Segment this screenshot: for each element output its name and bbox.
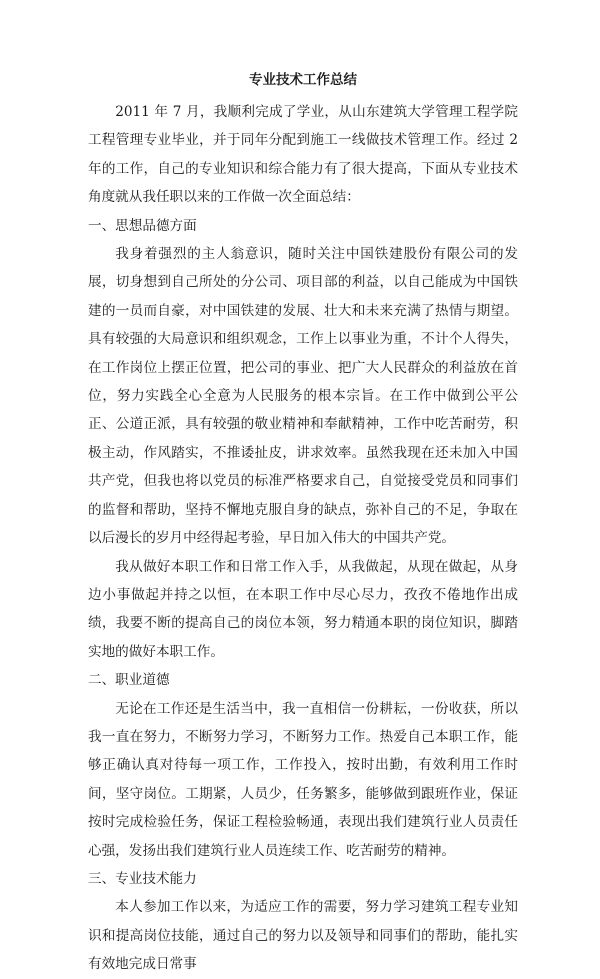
- ideology-paragraph-1: 我身着强烈的主人翁意识，随时关注中国铁建股份有限公司的发展，切身想到自己所处的分公司、项目部的利益，以自己能成为中国铁建的一员而自豪，对中国铁建的发展、壮大和未来充满了热情与期望。具有较强的大局意识和组织观念，工作上以事业为重，不计个人得失，在工作岗位上摆正位置，把公司的事业、把广大人民群众的利益放在首位，努力实践全心全意为人民服务的根本宗旨。在工作中做到公平公正、公道正派，具有较强的敬业精神和奉献精神，工作中吃苦耐劳，积极主动，作风踏实，不推诿扯皮，讲求效率。虽然我现在还未加入中国共产党，但我也将以党员的标准严格要求自己，自觉接受党员和同事们的监督和帮助，坚持不懈地克服自身的缺点，弥补自己的不足，争取在以后漫长的岁月中经得起考验，早日加入伟大的中国共产党。: [88, 246, 518, 547]
- document-title: 专业技术工作总结: [249, 72, 357, 88]
- document-page: [88, 70, 518, 979]
- section-heading-technical-ability: 三、专业技术能力: [88, 870, 197, 887]
- ideology-paragraph-2: 我从做好本职工作和日常工作入手，从我做起，从现在做起，从身边小事做起并持之以恒，在本职工作中尽心尽力，孜孜不倦地作出成绩，我要不断的提高自己的岗位本领，努力精通本职的岗位知识，脚踏实地的做好本职工作。: [88, 558, 518, 660]
- section-heading-ethics: 二、职业道德: [88, 672, 170, 689]
- intro-paragraph: 2011 年 7 月，我顺利完成了学业，从山东建筑大学管理工程学院工程管理专业毕业，并于同年分配到施工一线做技术管理工作。经过 2 年的工作，自己的专业知识和综合能力有了很大提高，下面从专业技术角度就从我任职以来的工作做一次全面总结：: [88, 104, 518, 206]
- ethics-paragraph: 无论在工作还是生活当中，我一直相信一份耕耘，一份收获，所以我一直在努力，不断努力学习，不断努力工作。热爱自己本职工作，能够正确认真对待每一项工作，工作投入，按时出勤，有效利用工作时间，坚守岗位。工期紧，人员少，任务繁多，能够做到跟班作业，保证按时完成检验任务，保证工程检验畅通，表现出我们建筑行业人员责任心强，发扬出我们建筑行业人员连续工作、吃苦耐劳的精神。: [88, 700, 518, 859]
- section-heading-ideology: 一、思想品德方面: [88, 217, 197, 234]
- technical-ability-paragraph: 本人参加工作以来，为适应工作的需要，努力学习建筑工程专业知识和提高岗位技能，通过自己的努力以及领导和同事们的帮助，能扎实有效地完成日常事: [88, 899, 518, 973]
